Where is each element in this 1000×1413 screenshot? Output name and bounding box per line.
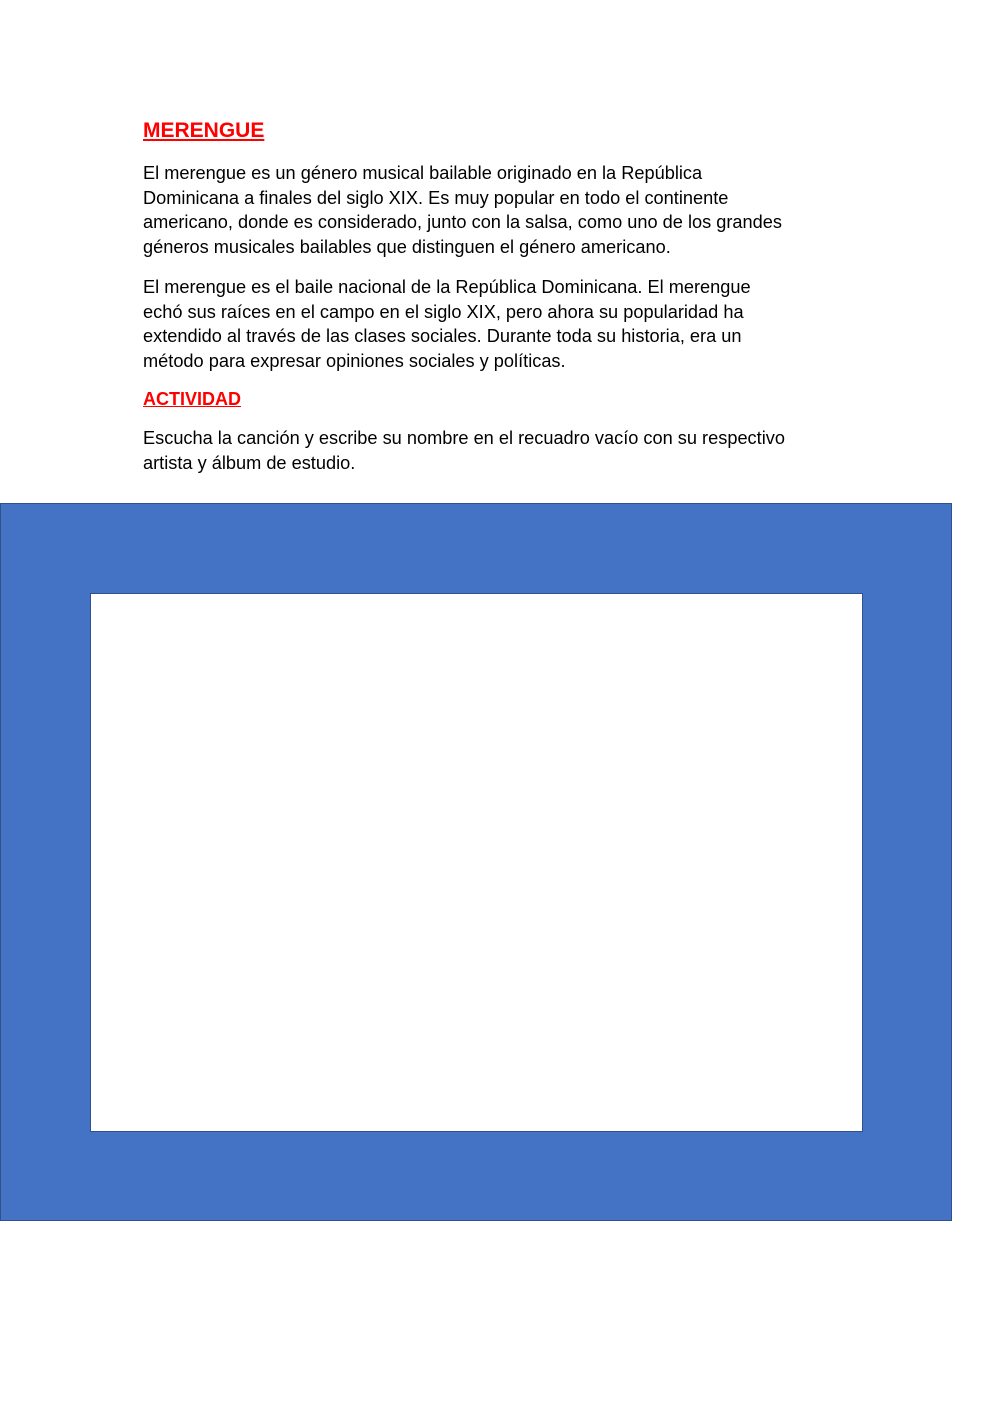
intro-paragraph xyxy=(143,161,782,259)
text-line: Dominicana a finales del siglo XIX. Es muy popular en todo el continente xyxy=(143,187,729,208)
text-line: método para expresar opiniones sociales y políticas. xyxy=(143,350,566,371)
text-line: El merengue es el baile nacional de la República Dominicana. El merengue xyxy=(143,277,751,297)
answer-box[interactable] xyxy=(90,593,863,1132)
text-line: artista y álbum de estudio. xyxy=(143,452,356,473)
text-line: echó sus raíces en el campo en el siglo XIX, pero ahora su popularidad ha xyxy=(143,301,744,322)
text-line: extendido al través de las clases sociales. Durante toda su historia, era un xyxy=(143,326,742,347)
text-line: El merengue es un género musical bailable originado en la República xyxy=(143,163,703,183)
activity-instructions xyxy=(143,426,785,475)
text-line: americano, donde es considerado, junto con la salsa, como uno de los grandes xyxy=(143,212,782,233)
page-title: MERENGUE xyxy=(143,119,265,142)
text-line: géneros musicales bailables que distinguen el género americano. xyxy=(143,236,671,257)
activity-heading: ACTIVIDAD xyxy=(143,389,241,409)
history-paragraph xyxy=(143,275,751,373)
text-line: Escucha la canción y escribe su nombre en el recuadro vacío con su respectivo xyxy=(143,428,785,448)
